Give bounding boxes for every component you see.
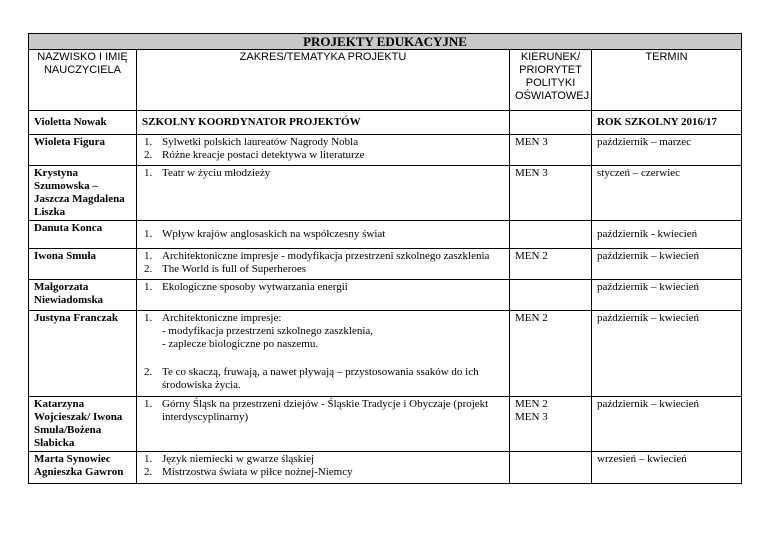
teacher-name: Małgorzata Niewiadomska [29,280,137,311]
term-cell: październik - kwiecień [592,221,742,249]
project-topic [137,221,510,249]
table-row [29,249,742,280]
list-item: 1. Górny Śląsk na przestrzeni dziejów - Śląskie Tradycje i Obyczaje (projekt interdyscyplinarny) [144,398,489,423]
header-term: TERMIN [592,50,742,111]
table-row [29,111,742,135]
header-row [29,50,742,111]
table-row [29,397,742,452]
teacher-name: Marta Synowiec Agnieszka Gawron [29,452,137,484]
teacher-name: Wioleta Figura [29,135,137,166]
table-row [29,135,742,166]
direction-cell: MEN 3 [510,135,592,166]
term-cell: październik – kwiecień [592,311,742,397]
direction-cell [510,280,592,311]
list-item: 2. Te co skaczą, fruwają, a nawet pływają – przystosowania ssaków do ich środowiska życia. [144,366,479,391]
list-item: 2. The World is full of Superheroes [144,263,307,275]
list-item: 1. Architektoniczne impresje: - modyfikacja przestrzeni szkolnego zaszklenia, - zaplecze biologiczne po naszemu. [144,312,374,350]
teacher-name: Justyna Franczak [29,311,137,397]
table-row [29,166,742,221]
projects-table [28,33,742,484]
project-topic [137,452,510,484]
project-topic [137,280,510,311]
list-item: 1. Teatr w życiu młodzieży [144,167,271,179]
table-row [29,311,742,397]
teacher-name: Katarzyna Wojcieszak/ Iwona Smuła/Bożena Słabicka [29,397,137,452]
table-row [29,221,742,249]
teacher-name: Danuta Konca [29,221,137,249]
project-topic [137,249,510,280]
list-item: 1. Wpływ krajów anglosaskich na współczesny świat [144,228,386,240]
direction-cell: MEN 3 [510,166,592,221]
project-topic [137,311,510,397]
direction-cell [510,221,592,249]
header-name: NAZWISKO I IMIĘ NAUCZYCIELA [29,50,137,111]
project-topic [137,166,510,221]
project-topic: SZKOLNY KOORDYNATOR PROJEKTÓW [137,111,510,135]
direction-cell: MEN 2 MEN 3 [510,397,592,452]
table-row [29,280,742,311]
list-item: 1. Architektoniczne impresje - modyfikacja przestrzeni szkolnego zaszklenia [144,250,490,262]
teacher-name: Krystyna Szumowska – Jaszcza Magdalena Liszka [29,166,137,221]
project-topic [137,135,510,166]
header-topic: ZAKRES/TEMATYKA PROJEKTU [137,50,510,111]
title-row [29,34,742,50]
term-cell: październik – kwiecień [592,280,742,311]
direction-cell [510,452,592,484]
list-item: 2. Mistrzostwa świata w piłce nożnej-Niemcy [144,466,353,478]
term-cell: październik – kwiecień [592,249,742,280]
term-cell: październik – kwiecień [592,397,742,452]
direction-cell: MEN 2 [510,249,592,280]
direction-cell: MEN 2 [510,311,592,397]
header-direction: KIERUNEK/ PRIORYTET POLITYKI OŚWIATOWEJ [510,50,592,111]
term-cell: październik – marzec [592,135,742,166]
term-cell: wrzesień – kwiecień [592,452,742,484]
teacher-name: Iwona Smuła [29,249,137,280]
teacher-name: Violetta Nowak [29,111,137,135]
document [28,33,741,484]
project-topic [137,397,510,452]
list-item: 2. Różne kreacje postaci detektywa w literaturze [144,149,365,161]
term-cell: styczeń – czerwiec [592,166,742,221]
list-item: 1. Sylwetki polskich laureatów Nagrody Nobla [144,136,359,148]
table-row [29,452,742,484]
direction-cell [510,111,592,135]
list-item: 1. Język niemiecki w gwarze śląskiej [144,453,315,465]
list-item: 1. Ekologiczne sposoby wytwarzania energii [144,281,348,293]
table-title: PROJEKTY EDUKACYJNE [29,34,742,50]
term-cell: ROK SZKOLNY 2016/17 [592,111,742,135]
